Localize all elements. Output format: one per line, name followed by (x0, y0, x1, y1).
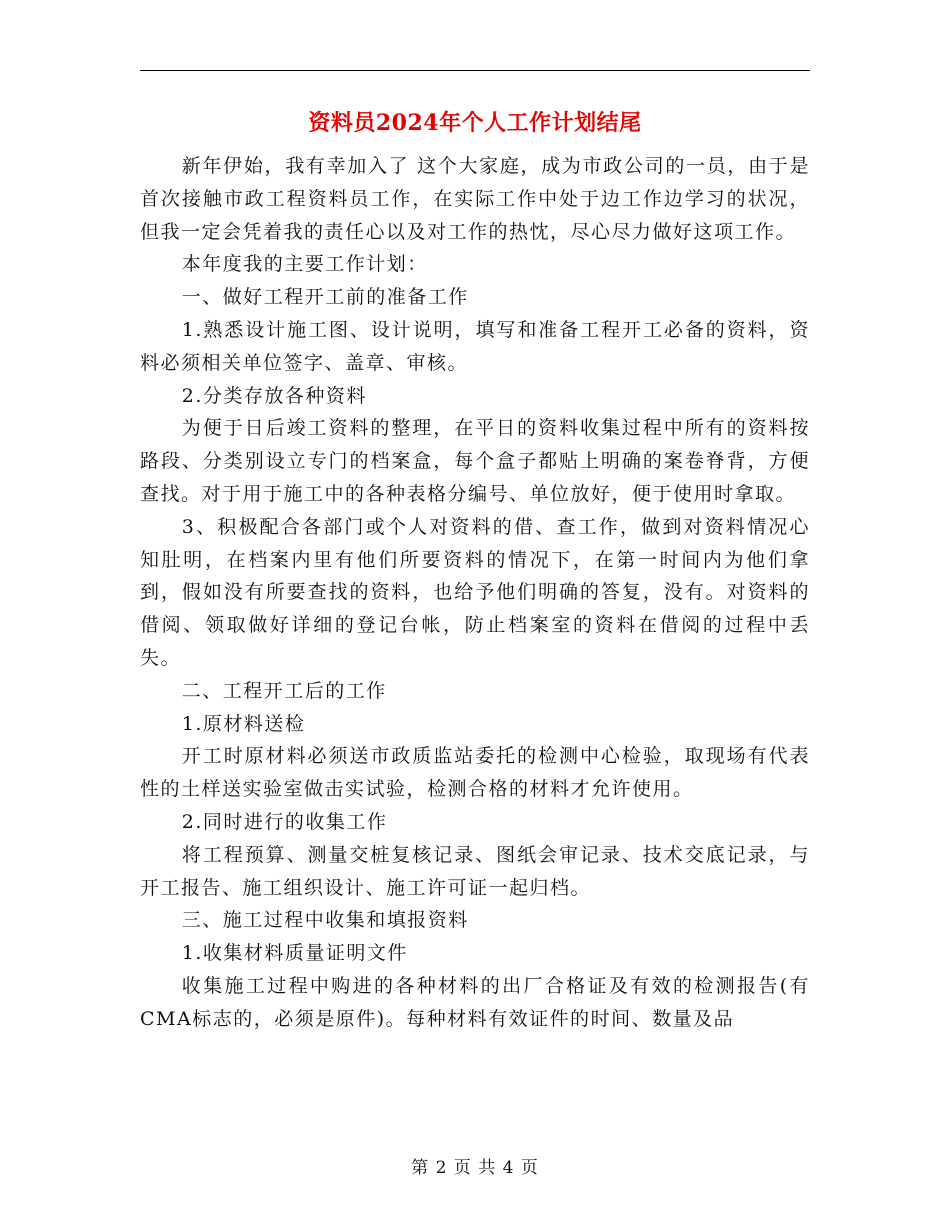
paragraph: 为便于日后竣工资料的整理，在平日的资料收集过程中所有的资料按路段、分类别设立专门的档案盒，每个盒子都贴上明确的案卷脊背，方便查找。对于用于施工中的各种表格分编号、单位放好，便于使用时拿取。 (140, 417, 810, 505)
header-rule (140, 70, 810, 71)
paragraph: 新年伊始，我有幸加入了 这个大家庭，成为市政公司的一员，由于是首次接触市政工程资料员工作，在实际工作中处于边工作边学习的状况，但我一定会凭着我的责任心以及对工作的热忱，尽心尽力做好这项工作。 (140, 155, 810, 243)
section-heading: 三、施工过程中收集和填报资料 (181, 909, 469, 932)
page-footer: 第 2 页 共 4 页 (411, 1158, 539, 1178)
paragraph: 将工程预算、测量交桩复核记录、图纸会审记录、技术交底记录，与开工报告、施工组织设计、施工许可证一起归档。 (140, 843, 810, 899)
paragraph: 本年度我的主要工作计划： (181, 253, 428, 276)
subsection-heading: 1.收集材料质量证明文件 (181, 942, 408, 965)
paragraph: 开工时原材料必须送市政质监站委托的检测中心检验，取现场有代表性的土样送实验室做击实试验，检测合格的材料才允许使用。 (140, 745, 810, 801)
paragraph: 收集施工过程中购进的各种材料的出厂合格证及有效的检测报告(有CMA标志的，必须是原件)。每种材料有效证件的时间、数量及品 (140, 974, 810, 1030)
paragraph: 3、积极配合各部门或个人对资料的借、查工作，做到对资料情况心知肚明，在档案内里有他们所要资料的情况下，在第一时间内为他们拿到，假如没有所要查找的资料，也给予他们明确的答复，没有。对资料的借阅、领取做好详细的登记台帐，防止档案室的资料在借阅的过程中丢失。 (140, 515, 810, 669)
document-title: 资料员2024年个人工作计划结尾 (308, 110, 642, 136)
subsection-heading: 2.同时进行的收集工作 (181, 810, 388, 833)
section-heading: 一、做好工程开工前的准备工作 (181, 286, 469, 309)
document-body (140, 150, 810, 1036)
subsection-heading: 1.原材料送检 (181, 712, 306, 735)
paragraph: 1.熟悉设计施工图、设计说明，填写和准备工程开工必备的资料，资料必须相关单位签字、盖章、审核。 (140, 318, 810, 374)
section-heading: 二、工程开工后的工作 (181, 679, 387, 702)
subsection-heading: 2.分类存放各种资料 (181, 384, 367, 407)
